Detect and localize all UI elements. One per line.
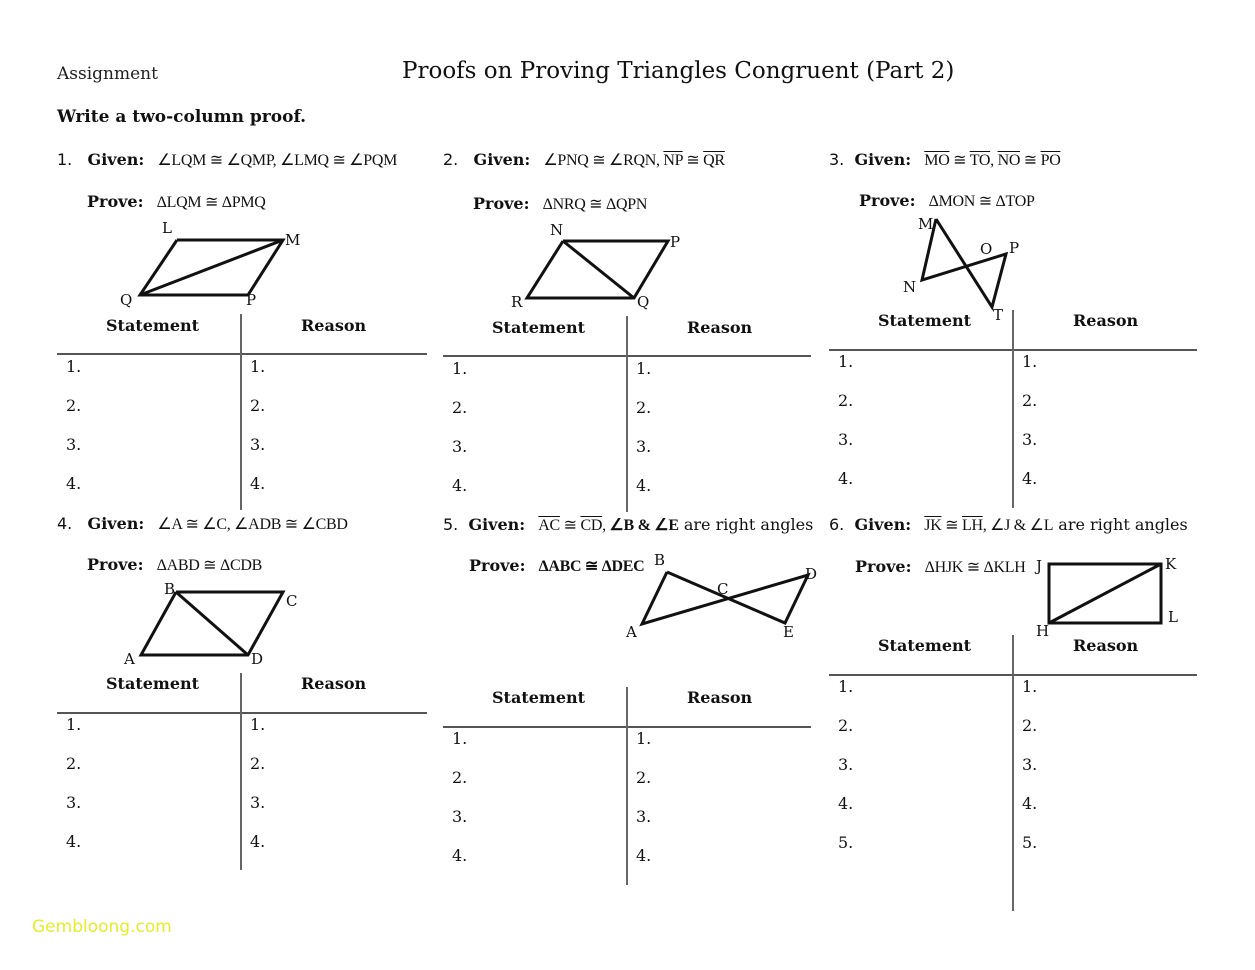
vertex-label: T [993,306,1004,320]
column-divider [626,316,628,512]
reason-row[interactable]: 3. [250,435,266,454]
segment: $\overline{PO}$ [1040,152,1061,169]
vertex-label: J [1036,557,1043,575]
reason-row[interactable]: 4. [1022,794,1038,813]
vertex-label: M [918,215,934,233]
column-divider [1012,310,1014,508]
congruent-sign: ≅ [949,152,970,169]
statement-row[interactable]: 2. [838,716,854,735]
vertex-label: N [550,221,564,239]
problem-1-given [57,150,397,170]
given-2: ∠LMQ ≅ ∠PQM [280,152,398,169]
reason-row[interactable]: 2. [250,396,266,415]
prove-label: Prove: [473,194,530,213]
given-label: Given: [854,515,912,534]
reason-row[interactable]: 3. [1022,755,1038,774]
statement-row[interactable]: 2. [452,768,468,787]
statement-header: Statement [878,636,972,655]
right-angles: ∠J & ∠L [990,517,1054,534]
vertex-label: N [903,278,917,296]
column-divider [240,673,242,870]
given-label: Given: [87,150,145,169]
reason-row[interactable]: 3. [1022,430,1038,449]
separator: , [655,152,664,169]
problem-3-prove [859,191,1035,211]
statement-header: Statement [106,316,200,335]
vertex-label: A [124,650,135,668]
statement-row[interactable]: 2. [66,754,82,773]
prove-label: Prove: [855,557,912,576]
statement-row[interactable]: 1. [838,352,854,371]
proof-table-2 [443,316,813,516]
segment: $\overline{CD}$ [580,517,603,534]
statement-row[interactable]: 3. [452,807,468,826]
proof-table-3 [829,310,1199,510]
vertex-label: P [1009,239,1020,257]
statement-row[interactable]: 1. [452,729,468,748]
problem-6-given [829,515,1188,535]
statement-row[interactable]: 2. [838,391,854,410]
right-angles: ∠B & ∠E [609,517,679,534]
reason-row[interactable]: 3. [636,807,652,826]
vertex-label: O [980,240,993,258]
segment: $\overline{NO}$ [997,152,1021,169]
statement-row[interactable]: 1. [838,677,854,696]
problem-2-prove [473,194,647,214]
segment: $\overline{TO}$ [969,152,991,169]
prove-statement: ΔABD ≅ ΔCDB [156,557,262,574]
problem-4-prove [87,555,262,575]
prove-label: Prove: [87,192,144,211]
statement-row[interactable]: 4. [452,846,468,865]
reason-row[interactable]: 1. [636,359,652,378]
vertex-label: C [717,580,729,598]
watermark: Gembloong.com [32,917,172,937]
reason-row[interactable]: 2. [1022,716,1038,735]
separator: , [226,516,235,533]
vertex-label: E [783,623,794,641]
instruction: Write a two-column proof. [57,107,307,127]
statement-row[interactable]: 1. [66,357,82,376]
vertex-label: B [164,580,176,598]
problem-number: 5. [443,515,459,534]
segment: $\overline{NP}$ [663,152,683,169]
reason-row[interactable]: 4. [636,846,652,865]
vertex-label: P [670,233,681,251]
statement-header: Statement [492,318,586,337]
prove-statement: ΔHJK ≅ ΔKLH [924,559,1026,576]
reason-row[interactable]: 1. [1022,352,1038,371]
problem-number: 4. [57,514,73,533]
given-1: ∠A ≅ ∠C [157,516,227,533]
problem-number: 6. [829,515,845,534]
reason-row[interactable]: 4. [250,474,266,493]
statement-row[interactable]: 3. [838,755,854,774]
vertex-label: K [1165,555,1177,573]
reason-row[interactable]: 4. [636,476,652,495]
vertex-label: D [251,650,264,668]
page-title: Proofs on Proving Triangles Congruent (Part 2) [402,58,955,84]
problem-number: 3. [829,150,845,169]
proof-table-1 [57,314,427,514]
statement-row[interactable]: 2. [66,396,82,415]
vertex-label: L [162,219,172,237]
reason-row[interactable]: 2. [1022,391,1038,410]
statement-row[interactable]: 4. [838,794,854,813]
vertex-label: R [511,293,523,311]
proof-table-5 [443,687,813,887]
reason-row[interactable]: 2. [636,768,652,787]
reason-row[interactable]: 1. [1022,677,1038,696]
separator: , [990,152,998,169]
reason-row[interactable]: 1. [636,729,652,748]
statement-row[interactable]: 4. [66,832,82,851]
prove-statement: ΔMON ≅ ΔTOP [928,193,1035,210]
reason-header: Reason [687,318,753,337]
prove-label: Prove: [87,555,144,574]
separator: , [272,152,281,169]
reason-row[interactable]: 1. [250,715,266,734]
reason-header: Reason [301,674,367,693]
congruent-sign: ≅ [1020,152,1041,169]
diagram-problem-4 [110,578,320,673]
reason-header: Reason [301,316,367,335]
vertex-label: L [1168,608,1178,626]
header-divider [57,353,427,355]
vertex-label: A [626,623,637,641]
statement-row[interactable]: 3. [66,793,82,812]
congruent-sign: ≅ [941,517,962,534]
segment: $\overline{LH}$ [962,517,983,534]
problem-5-given [443,515,813,535]
congruent-sign: ≅ [559,517,581,534]
column-divider [626,687,628,885]
congruent-sign: ≅ [682,152,704,169]
reason-row[interactable]: 3. [636,437,652,456]
given-label: Given: [87,514,145,533]
reason-row[interactable]: 3. [250,793,266,812]
statement-row[interactable]: 3. [66,435,82,454]
right-angles-text: are right angles [678,515,814,534]
segment: $\overline{AC}$ [538,517,560,534]
prove-label: Prove: [469,556,526,575]
reason-row[interactable]: 1. [250,357,266,376]
given-label: Given: [468,515,526,534]
vertex-label: D [805,565,818,583]
reason-header: Reason [1073,311,1139,330]
right-angles-text: are right angles [1053,515,1188,534]
segment: $\overline{MO}$ [924,152,950,169]
given-2: ∠ADB ≅ ∠CBD [234,516,348,533]
reason-row[interactable]: 4. [250,832,266,851]
reason-row[interactable]: 2. [250,754,266,773]
given-1: ∠PNQ ≅ ∠RQN [543,152,656,169]
statement-row[interactable]: 4. [66,474,82,493]
statement-row[interactable]: 1. [452,359,468,378]
statement-row[interactable]: 4. [452,476,468,495]
given-1: ∠LQM ≅ ∠QMP [157,152,273,169]
column-divider [240,314,242,510]
given-label: Given: [854,150,912,169]
reason-row[interactable]: 4. [1022,469,1038,488]
reason-header: Reason [1073,636,1139,655]
separator: , [602,517,610,534]
statement-row[interactable]: 3. [838,430,854,449]
vertex-label: B [654,551,666,569]
column-divider [1012,635,1014,911]
statement-header: Statement [492,688,586,707]
problem-5-prove [469,556,644,576]
statement-row[interactable]: 3. [452,437,468,456]
problem-6-prove [855,557,1026,577]
prove-statement: ΔLQM ≅ ΔPMQ [156,194,266,211]
statement-row[interactable]: 5. [838,833,854,852]
statement-row[interactable]: 2. [452,398,468,417]
problem-number: 2. [443,150,459,169]
problem-1-prove [87,192,266,212]
assignment-label: Assignment [57,64,158,84]
proof-table-4 [57,673,427,873]
diagram-problem-6 [1030,552,1190,642]
prove-label: Prove: [859,191,916,210]
prove-statement: ΔABC ≅ ΔDEC [538,558,645,575]
problem-3-given [829,150,1060,170]
segment: $\overline{QR}$ [703,152,725,169]
diagram-problem-5 [620,545,830,645]
diagram-problem-3 [890,210,1080,320]
proof-table-6 [829,635,1199,915]
given-label: Given: [473,150,531,169]
reason-row[interactable]: 2. [636,398,652,417]
problem-4-given [57,514,348,534]
vertex-label: Q [637,293,650,311]
reason-row[interactable]: 5. [1022,833,1038,852]
diagram-problem-1 [100,215,330,315]
diagram-problem-2 [500,215,700,315]
vertex-label: P [246,291,257,309]
statement-row[interactable]: 4. [838,469,854,488]
problem-2-given [443,150,725,170]
statement-header: Statement [878,311,972,330]
statement-row[interactable]: 1. [66,715,82,734]
vertex-label: M [285,231,301,249]
header-divider [57,712,427,714]
problem-number: 1. [57,150,73,169]
vertex-label: Q [120,291,133,309]
statement-header: Statement [106,674,200,693]
prove-statement: ΔNRQ ≅ ΔQPN [542,196,648,213]
vertex-label: H [1036,622,1050,640]
vertex-label: C [286,592,298,610]
reason-header: Reason [687,688,753,707]
separator: , [982,517,991,534]
segment: $\overline{JK}$ [924,517,942,534]
